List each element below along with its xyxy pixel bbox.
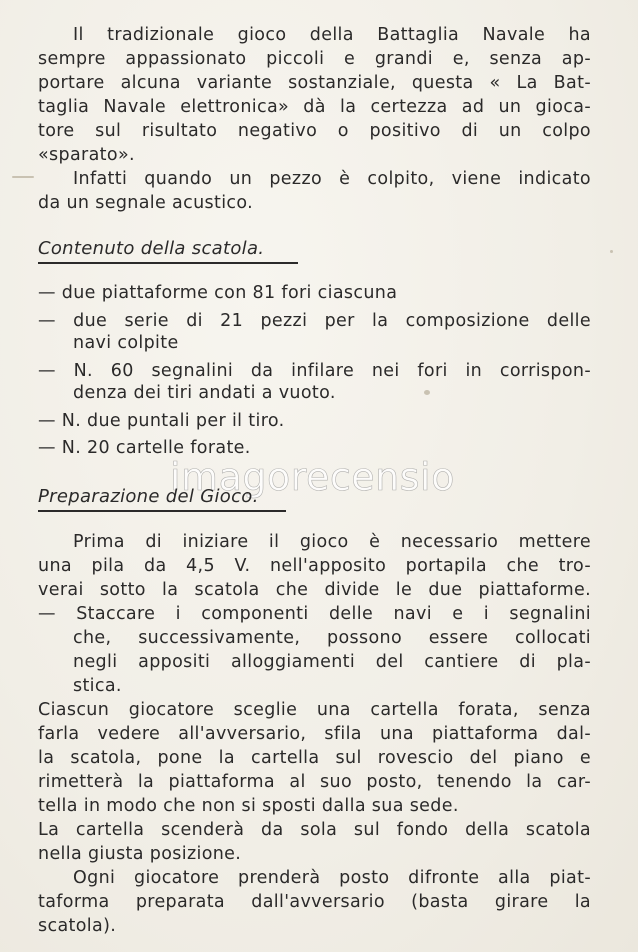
prep-line: La cartella scenderà da sola sul fondo della scatola xyxy=(38,820,591,840)
prep-heading: Preparazione del Gioco. xyxy=(38,486,286,512)
prep-line: stica. xyxy=(73,676,122,696)
prep-line: nella giusta posizione. xyxy=(38,844,242,864)
list-item: — N. 60 segnalini da infilare nei fori in corrispon- xyxy=(38,361,591,381)
intro-line: «sparato». xyxy=(38,145,135,165)
prep-line: negli appositi alloggiamenti del cantiere di pla- xyxy=(73,652,591,672)
list-item: — due piattaforme con 81 fori ciascuna xyxy=(38,283,398,303)
prep-line: la scatola, pone la cartella sul rovescio del piano e xyxy=(38,748,591,768)
list-item: denza dei tiri andati a vuoto. xyxy=(73,383,336,403)
prep-line: Prima di iniziare il gioco è necessario mettere xyxy=(73,532,591,552)
contents-heading: Contenuto della scatola. xyxy=(38,238,298,264)
paper-speck xyxy=(424,390,430,395)
prep-line: tella in modo che non si sposti dalla sua sede. xyxy=(38,796,459,816)
prep-line: che, successivamente, possono essere collocati xyxy=(73,628,591,648)
list-item: — N. due puntali per il tiro. xyxy=(38,411,285,431)
prep-line: farla vedere all'avversario, sfila una piattaforma dal- xyxy=(38,724,591,744)
intro-line: Il tradizionale gioco della Battaglia Navale ha xyxy=(73,25,591,45)
paper-speck xyxy=(610,250,613,253)
list-item: navi colpite xyxy=(73,333,179,353)
prep-line: Ogni giocatore prenderà posto difronte alla piat- xyxy=(73,868,591,888)
prep-line: scatola). xyxy=(38,916,117,936)
paper-speck xyxy=(12,176,34,178)
intro-line: da un segnale acustico. xyxy=(38,193,254,213)
prep-line: verai sotto la scatola che divide le due piattaforme. xyxy=(38,580,591,600)
prep-line: Ciascun giocatore sceglie una cartella forata, senza xyxy=(38,700,591,720)
intro-line: sempre appassionato piccoli e grandi e, senza ap- xyxy=(38,49,591,69)
prep-line: — Staccare i componenti delle navi e i segnalini xyxy=(38,604,591,624)
list-item: — N. 20 cartelle forate. xyxy=(38,438,251,458)
list-item: — due serie di 21 pezzi per la composizione delle xyxy=(38,311,591,331)
prep-line: una pila da 4,5 V. nell'apposito portapila che tro- xyxy=(38,556,591,576)
intro-line: tore sul risultato negativo o positivo di un colpo xyxy=(38,121,591,141)
intro-line: Infatti quando un pezzo è colpito, viene indicato xyxy=(73,169,591,189)
prep-line: rimetterà la piattaforma al suo posto, tenendo la car- xyxy=(38,772,591,792)
intro-line: portare alcuna variante sostanziale, questa « La Bat- xyxy=(38,73,591,93)
prep-line: taforma preparata dall'avversario (basta girare la xyxy=(38,892,591,912)
intro-line: taglia Navale elettronica» dà la certezza ad un gioca- xyxy=(38,97,591,117)
watermark-text: imagorecensio xyxy=(170,455,455,499)
